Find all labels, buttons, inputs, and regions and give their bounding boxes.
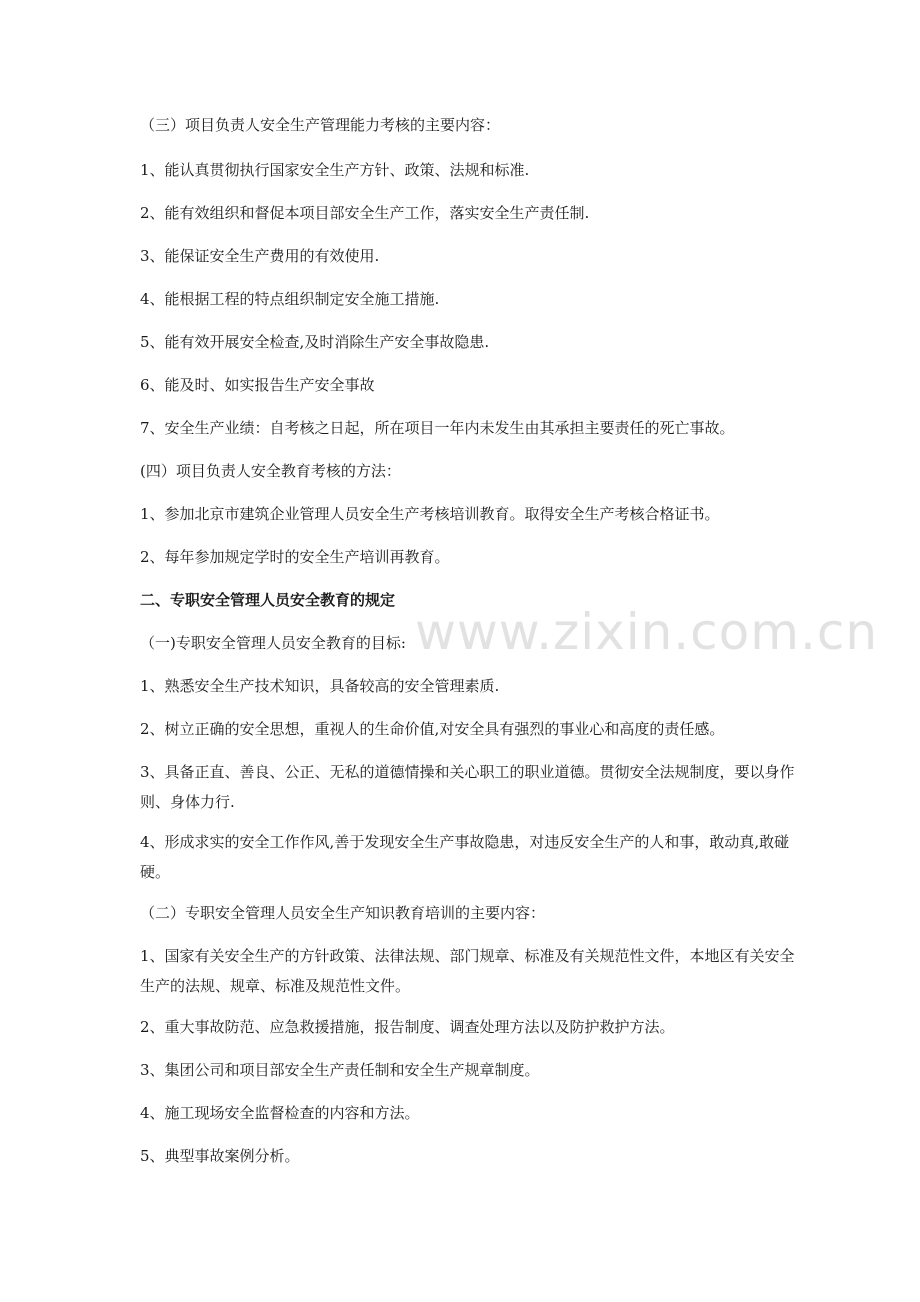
list-item: 1、能认真贯彻执行国家安全生产方针、政策、法规和标准. xyxy=(140,161,530,179)
list-item: 1、参加北京市建筑企业管理人员安全生产考核培训教育。取得安全生产考核合格证书。 xyxy=(140,505,720,523)
list-item: 2、重大事故防范、应急救援措施，报告制度、调查处理方法以及防护救护方法。 xyxy=(140,1018,675,1036)
list-item: 2、能有效组织和督促本项目部安全生产工作，落实安全生产责任制. xyxy=(140,204,590,222)
list-item: 3、具备正直、善良、公正、无私的道德情操和关心职工的职业道德。贯彻安全法规制度，要以身作则、身体力行. xyxy=(140,763,795,811)
list-item: 6、能及时、如实报告生产安全事故 xyxy=(140,376,375,394)
list-item: 1、熟悉安全生产技术知识，具备较高的安全管理素质. xyxy=(140,677,500,695)
list-item: 5、典型事故案例分析。 xyxy=(140,1147,300,1165)
section-heading-4: (四）项目负责人安全教育考核的方法： xyxy=(140,462,401,480)
watermark: www.zixin.com.cn xyxy=(415,603,879,661)
list-item: 4、形成求实的安全工作作风,善于发现安全生产事故隐患，对违反安全生产的人和事，敢动真,敢碰硬。 xyxy=(140,833,790,881)
list-item: 4、施工现场安全监督检查的内容和方法。 xyxy=(140,1104,420,1122)
chapter-heading: 二、专职安全管理人员安全教育的规定 xyxy=(140,591,396,609)
list-item: 1、国家有关安全生产的方针政策、法律法规、部门规章、标准及有关规范性文件，本地区有关安全生产的法规、规章、标准及规范性文件。 xyxy=(140,947,795,995)
section-heading-2: （二）专职安全管理人员安全生产知识教育培训的主要内容： xyxy=(140,904,546,922)
list-item: 3、能保证安全生产费用的有效使用. xyxy=(140,247,380,265)
section-heading-1: （一)专职安全管理人员安全教育的目标: xyxy=(140,634,406,652)
list-item: 7、安全生产业绩：自考核之日起，所在项目一年内未发生由其承担主要责任的死亡事故。 xyxy=(140,419,735,437)
list-item: 5、能有效开展安全检查,及时消除生产安全事故隐患. xyxy=(140,333,490,351)
list-item: 2、树立正确的安全思想，重视人的生命价值,对安全具有强烈的事业心和高度的责任感。 xyxy=(140,720,725,738)
list-item: 2、每年参加规定学时的安全生产培训再教育。 xyxy=(140,548,450,566)
list-item: 4、能根据工程的特点组织制定安全施工措施. xyxy=(140,290,440,308)
list-item: 3、集团公司和项目部安全生产责任制和安全生产规章制度。 xyxy=(140,1061,540,1079)
section-heading-3: （三）项目负责人安全生产管理能力考核的主要内容： xyxy=(140,116,501,134)
